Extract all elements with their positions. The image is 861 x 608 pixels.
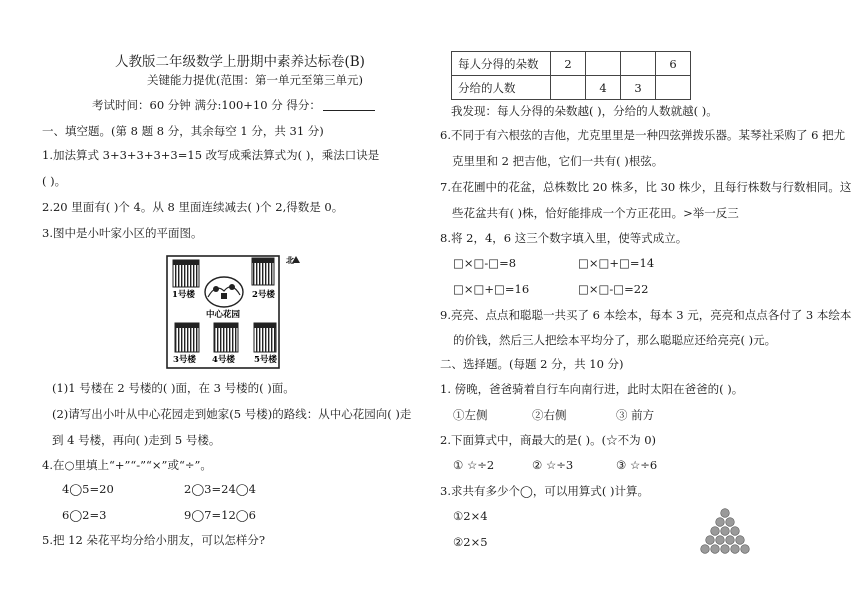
circle-icon xyxy=(726,518,735,527)
table-cell: 4 xyxy=(586,76,621,100)
c3-option-2[interactable]: ②2×5 xyxy=(453,535,488,549)
q8-item-2: □×□+□=14 xyxy=(578,256,655,270)
q8-item-4: □×□-□=22 xyxy=(578,282,649,296)
q3: 3.图中是小叶家小区的平面图。 xyxy=(42,226,203,240)
c2-option-1[interactable]: ① ☆÷2 xyxy=(453,458,495,472)
score-blank[interactable] xyxy=(323,100,375,111)
q9-line2: 的价钱，然后三人把绘本平均分了，那么聪聪应还给亮亮( )元。 xyxy=(453,333,777,347)
c1-option-3[interactable]: ③ 前方 xyxy=(616,408,655,422)
building-3 xyxy=(173,323,199,365)
circle-icon xyxy=(706,536,715,545)
table-cell[interactable] xyxy=(656,76,691,100)
north-label: 北 xyxy=(286,255,294,265)
circle-icon xyxy=(726,536,735,545)
circle-icon xyxy=(731,545,740,554)
exam-info-text: 考试时间：60 分钟 满分:100+10 分 得分： xyxy=(92,98,321,112)
q3-part2-line1: (2)请写出小叶从中心花园走到她家(5 号楼)的路线：从中心花园向( )走 xyxy=(52,407,412,421)
building-5 xyxy=(254,323,277,365)
table-cell: 6 xyxy=(656,52,691,76)
c3: 3.求共有多少个◯，可以用算式( )计算。 xyxy=(440,484,649,498)
q3-part1: (1)1 号楼在 2 号楼的( )面，在 3 号楼的( )面。 xyxy=(52,381,295,395)
q7-line2: 些花盆共有( )株，恰好能排成一个方正花田。>举一反三 xyxy=(452,206,739,220)
circle-icon xyxy=(711,545,720,554)
building-4-label: 4号楼 xyxy=(212,355,235,365)
table-cell: 2 xyxy=(551,52,586,76)
circle-icon xyxy=(721,527,730,536)
q7-line1: 7.在花圃中的花盆，总株数比 20 株多，比 30 株少，且每行株数与行数相同。这 xyxy=(440,180,852,194)
circle-pyramid xyxy=(692,508,758,560)
exam-title: 人教版二年级数学上册期中素养达标卷(B) xyxy=(115,54,365,70)
q4-item-2: 2◯3=24◯4 xyxy=(184,482,256,496)
q6-line1: 6.不同于有六根弦的吉他，尤克里里是一种四弦弹拨乐器。某琴社采购了 6 把尤 xyxy=(440,128,846,142)
q9-line1: 9.亮亮、点点和聪聪一共买了 6 本绘本，每本 3 元，亮亮和点点各付了 3 本绘本 xyxy=(440,308,852,322)
c2: 2.下面算式中，商最大的是( )。(☆不为 0) xyxy=(440,433,657,447)
c2-option-2[interactable]: ② ☆÷3 xyxy=(532,458,574,472)
table-cell[interactable] xyxy=(551,76,586,100)
circle-icon xyxy=(731,527,740,536)
circle-icon xyxy=(711,527,720,536)
c1-option-1[interactable]: ①左侧 xyxy=(453,408,488,422)
q4-item-1: 4◯5=20 xyxy=(62,482,114,496)
community-map xyxy=(166,253,306,371)
building-5-label: 5号楼 xyxy=(254,355,277,365)
table-row xyxy=(452,52,691,76)
q3-part2-line2: 到 4 号楼，再向( )走到 5 号楼。 xyxy=(52,433,221,447)
circle-icon xyxy=(716,518,725,527)
building-3-label: 3号楼 xyxy=(173,355,196,365)
c2-option-3[interactable]: ③ ☆÷6 xyxy=(616,458,658,472)
table-cell: 3 xyxy=(621,76,656,100)
row1-label: 每人分得的朵数 xyxy=(452,52,551,76)
q8-item-1: □×□-□=8 xyxy=(453,256,517,270)
q4-item-3: 6◯2=3 xyxy=(62,508,107,522)
circle-icon xyxy=(721,509,730,518)
q1-line2: ( )。 xyxy=(42,174,67,188)
q6-line2: 克里里和 2 把吉他，它们一共有( )根弦。 xyxy=(452,154,664,168)
north-arrow-icon xyxy=(286,255,300,265)
circle-icon xyxy=(741,545,750,554)
q4: 4.在○里填上“+”“-”“×”或“÷”。 xyxy=(42,458,212,472)
center-garden xyxy=(205,277,243,320)
flower-table xyxy=(451,51,691,100)
exam-subtitle: 关键能力提优(范围：第一单元至第三单元) xyxy=(147,73,363,87)
c1: 1. 傍晚，爸爸骑着自行车向南行进，此时太阳在爸爸的( )。 xyxy=(440,382,744,396)
building-2-label: 2号楼 xyxy=(252,290,275,300)
q1-line1: 1.加法算式 3+3+3+3+3=15 改写成乘法算式为( )，乘法口诀是 xyxy=(42,148,380,162)
table-cell[interactable] xyxy=(586,52,621,76)
building-2 xyxy=(252,258,275,300)
exam-info xyxy=(92,98,375,112)
circle-icon xyxy=(736,536,745,545)
circle-icon xyxy=(716,536,725,545)
row2-label: 分给的人数 xyxy=(452,76,551,100)
q4-item-4: 9◯7=12◯6 xyxy=(184,508,256,522)
section2-heading: 二、选择题。(每题 2 分，共 10 分) xyxy=(440,357,624,371)
q8: 8.将 2，4，6 这三个数字填入里，使等式成立。 xyxy=(440,231,688,245)
building-4 xyxy=(212,323,238,365)
circle-icon xyxy=(721,545,730,554)
q2: 2.20 里面有( )个 4。从 8 里面连续减去( )个 2,得数是 0。 xyxy=(42,200,344,214)
table-row xyxy=(452,76,691,100)
c1-option-2[interactable]: ②右侧 xyxy=(532,408,567,422)
building-1-label: 1号楼 xyxy=(172,290,195,300)
discover-line: 我发现：每人分得的朵数越( )，分给的人数就越( )。 xyxy=(451,104,718,118)
center-garden-label: 中心花园 xyxy=(206,310,241,320)
q8-item-3: □×□+□=16 xyxy=(453,282,530,296)
q5: 5.把 12 朵花平均分给小朋友，可以怎样分? xyxy=(42,533,266,547)
table-cell[interactable] xyxy=(621,52,656,76)
c3-option-1[interactable]: ①2×4 xyxy=(453,509,488,523)
section1-heading: 一、填空题。(第 8 题 8 分，其余每空 1 分，共 31 分) xyxy=(42,124,324,138)
circle-icon xyxy=(701,545,710,554)
